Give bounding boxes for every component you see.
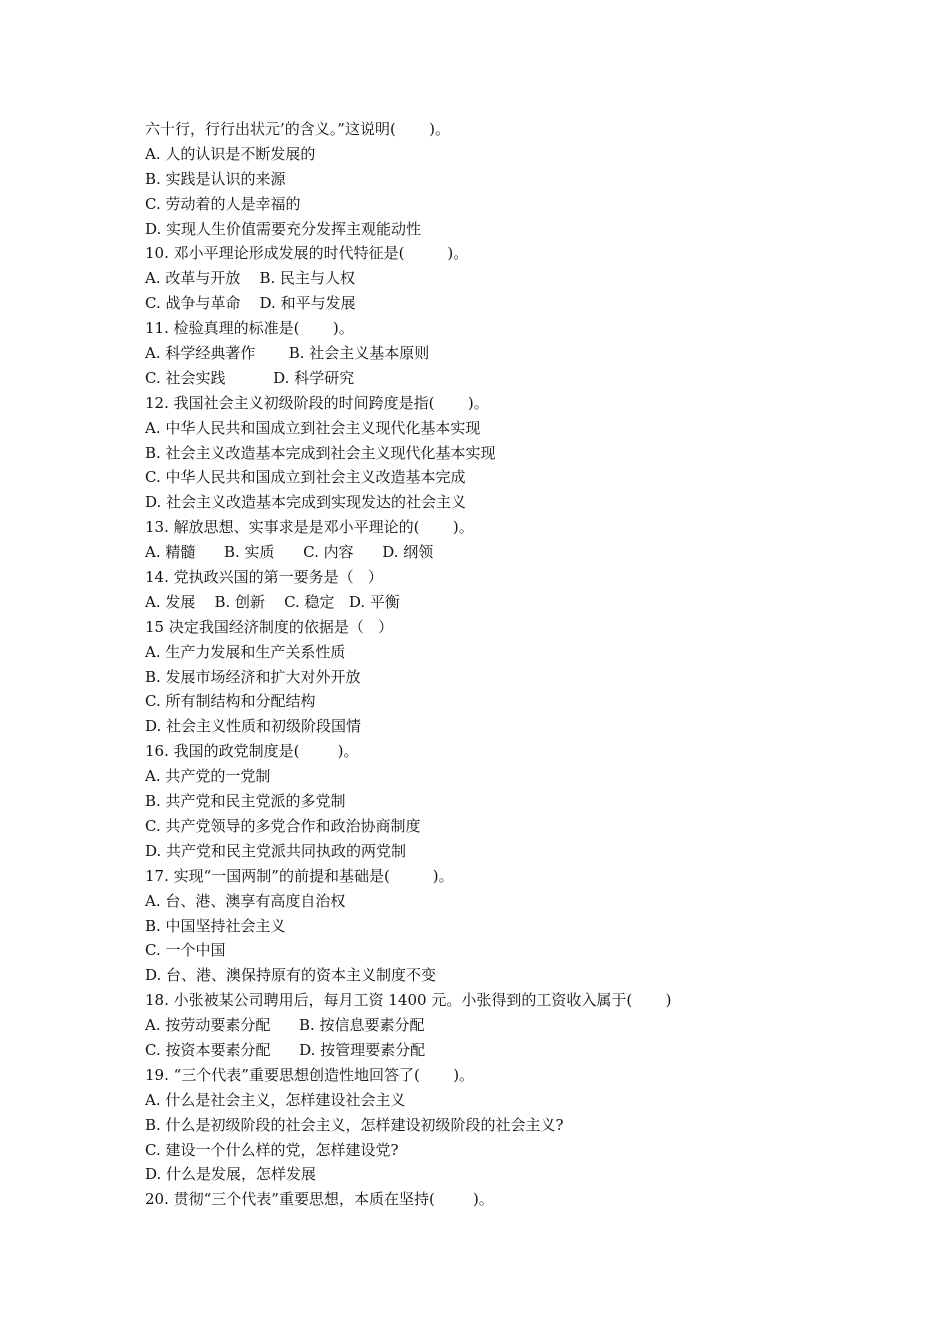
text-line: B. 社会主义改造基本完成到社会主义现代化基本实现 xyxy=(145,443,496,462)
text-line: D. 台、港、澳保持原有的资本主义制度不变 xyxy=(145,966,437,985)
text-line: A. 生产力发展和生产关系性质 xyxy=(145,642,346,661)
text-line: A. 发展 B. 创新 C. 稳定 D. 平衡 xyxy=(145,592,400,611)
text-line: C. 建设一个什么样的党，怎样建设党? xyxy=(145,1140,399,1159)
text-line: 19. “三个代表”重要思想创造性地回答了( )。 xyxy=(145,1065,475,1084)
text-line: 13. 解放思想、实事求是是邓小平理论的( )。 xyxy=(145,518,474,537)
text-line: 16. 我国的政党制度是( )。 xyxy=(145,742,359,761)
text-line: A. 按劳动要素分配 B. 按信息要素分配 xyxy=(145,1016,425,1035)
text-line: C. 中华人民共和国成立到社会主义改造基本完成 xyxy=(145,468,466,487)
text-line: D. 社会主义改造基本完成到实现发达的社会主义 xyxy=(145,493,467,512)
text-line: B. 中国坚持社会主义 xyxy=(145,916,286,935)
text-line: C. 社会实践 D. 科学研究 xyxy=(145,368,355,387)
text-line: A. 什么是社会主义，怎样建设社会主义 xyxy=(145,1090,406,1109)
text-line: 12. 我国社会主义初级阶段的时间跨度是指( )。 xyxy=(145,393,489,412)
text-line: D. 社会主义性质和初级阶段国情 xyxy=(145,717,362,736)
text-line: 17. 实现“一国两制”的前提和基础是( )。 xyxy=(145,866,454,885)
text-line: 11. 检验真理的标准是( )。 xyxy=(145,319,354,338)
text-line: B. 实践是认识的来源 xyxy=(145,169,286,188)
text-line: A. 改革与开放 B. 民主与人权 xyxy=(145,269,356,288)
text-line: D. 什么是发展，怎样发展 xyxy=(145,1165,317,1184)
text-line: 14. 党执政兴国的第一要务是（ ） xyxy=(145,568,383,587)
text-line: A. 共产党的一党制 xyxy=(145,767,271,786)
text-line: C. 所有制结构和分配结构 xyxy=(145,692,316,711)
text-line: C. 按资本要素分配 D. 按管理要素分配 xyxy=(145,1040,426,1059)
text-line: B. 发展市场经济和扩大对外开放 xyxy=(145,667,361,686)
text-line: 18. 小张被某公司聘用后，每月工资 1400 元。小张得到的工资收入属于( ) xyxy=(145,991,672,1010)
text-line: A. 人的认识是不断发展的 xyxy=(145,144,316,163)
text-line: D. 实现人生价值需要充分发挥主观能动性 xyxy=(145,219,422,238)
text-line: D. 共产党和民主党派共同执政的两党制 xyxy=(145,841,407,860)
text-line: A. 精髓 B. 实质 C. 内容 D. 纲领 xyxy=(145,543,434,562)
text-line: C. 战争与革命 D. 和平与发展 xyxy=(145,294,356,313)
text-line: C. 共产党领导的多党合作和政治协商制度 xyxy=(145,816,421,835)
text-line: A. 台、港、澳享有高度自治权 xyxy=(145,891,346,910)
text-line: 六十行，行行出状元’的含义。”这说明( )。 xyxy=(145,120,451,138)
text-line: C. 一个中国 xyxy=(145,941,226,960)
text-line: 15 决定我国经济制度的依据是（ ） xyxy=(145,617,394,636)
text-line: A. 科学经典著作 B. 社会主义基本原则 xyxy=(145,344,430,363)
text-line: A. 中华人民共和国成立到社会主义现代化基本实现 xyxy=(145,418,481,437)
text-line: C. 劳动着的人是幸福的 xyxy=(145,194,301,213)
text-line: 20. 贯彻“三个代表”重要思想，本质在坚持( )。 xyxy=(145,1190,494,1209)
text-line: B. 共产党和民主党派的多党制 xyxy=(145,792,346,811)
text-line: B. 什么是初级阶段的社会主义，怎样建设初级阶段的社会主义? xyxy=(145,1115,564,1134)
question-text-block xyxy=(145,117,905,1212)
text-line: 10. 邓小平理论形成发展的时代特征是( )。 xyxy=(145,244,469,263)
